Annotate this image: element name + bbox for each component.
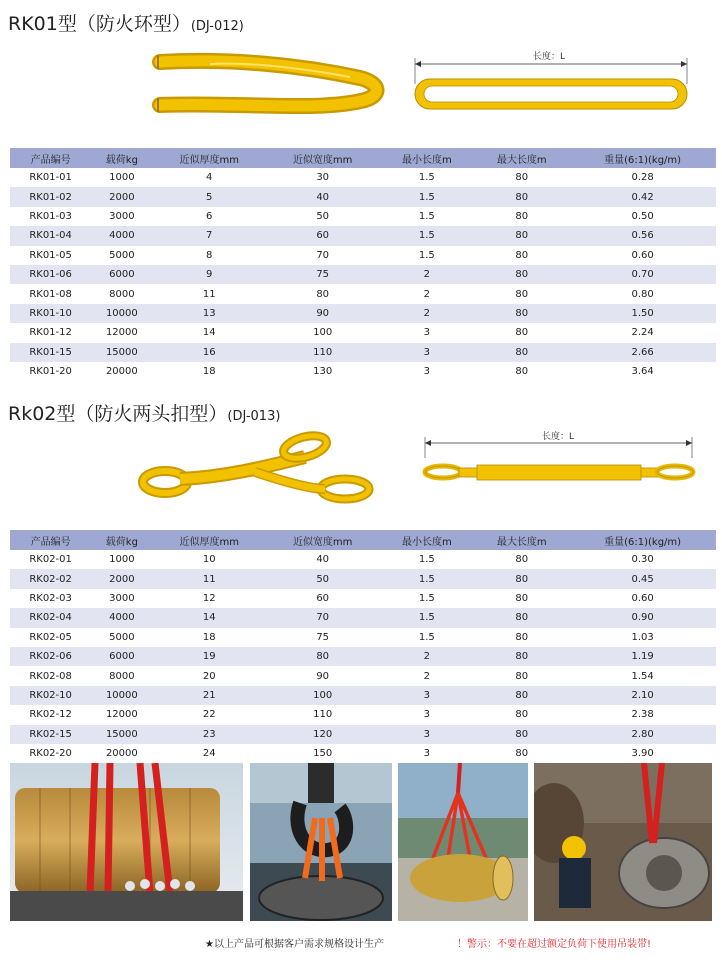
table-cell: RK02-03	[29, 592, 72, 604]
table-cell: RK02-12	[29, 709, 72, 721]
table-cell: 0.80	[631, 288, 654, 300]
column-header: 近似厚度mm	[153, 148, 266, 168]
section2-subtitle: (DJ-013)	[227, 409, 281, 424]
table-cell: 23	[153, 725, 266, 744]
table-cell: 75	[316, 631, 330, 643]
table-row	[10, 304, 716, 323]
column-header: 产品编号	[10, 530, 91, 550]
dimension-label: 长度：L	[542, 432, 575, 442]
section2-title-text: Rk02型（防火两头扣型）	[8, 403, 228, 425]
table-cell: 2	[379, 647, 474, 666]
eye-sling-photo	[135, 427, 390, 507]
table-cell: 90	[266, 304, 379, 323]
table-cell: 10000	[91, 304, 152, 323]
table-cell: 20000	[105, 366, 138, 378]
photo-sling-roll	[398, 763, 528, 921]
table-cell: 0.45	[569, 569, 716, 588]
table-cell: 90	[316, 670, 330, 682]
table-row	[10, 647, 716, 666]
dimension-label: 长度：L	[533, 52, 566, 62]
table-cell: 13	[153, 304, 266, 323]
table-cell: 80	[474, 304, 569, 323]
table-cell: 50	[266, 569, 379, 588]
table-cell: RK01-05	[29, 249, 72, 261]
table-cell: 14	[153, 608, 266, 627]
table-cell: 3000	[109, 210, 135, 222]
table-cell: 5000	[109, 249, 135, 261]
table-cell: RK02-04	[10, 608, 91, 627]
table-cell: 80	[515, 554, 529, 566]
table-cell: 3	[423, 366, 431, 378]
table-cell: 4	[206, 172, 213, 184]
column-header: 最小长度m	[379, 148, 474, 168]
table-cell: 2000	[91, 569, 152, 588]
table-cell: 0.56	[569, 226, 716, 245]
table-row	[10, 246, 716, 265]
photo-worker-rigging	[534, 763, 712, 921]
table-cell: 80	[316, 288, 330, 300]
table-cell: 1.54	[631, 670, 654, 682]
column-header: 最大长度m	[474, 148, 569, 168]
table-cell: 1.5	[418, 554, 435, 566]
table-cell: 0.60	[631, 249, 654, 261]
table-cell: 50	[316, 210, 330, 222]
column-header: 近似厚度mm	[153, 530, 266, 550]
table-cell: RK01-04	[10, 226, 91, 245]
arrow-left-icon	[415, 61, 421, 67]
table-cell: 40	[316, 554, 330, 566]
table-cell: 80	[266, 647, 379, 666]
column-header: 产品编号	[10, 148, 91, 168]
table-cell: 1.19	[569, 647, 716, 666]
table-cell: 60	[266, 226, 379, 245]
table-cell: 100	[313, 327, 333, 339]
arrow-left-icon	[425, 440, 431, 446]
table-cell: 80	[474, 647, 569, 666]
table-cell: 3.64	[631, 366, 654, 378]
table-cell: 6000	[91, 265, 152, 284]
section1-title	[8, 9, 244, 36]
table-cell: 3	[379, 343, 474, 362]
table-cell: 80	[515, 366, 529, 378]
table-cell: 80	[515, 670, 529, 682]
footer-note: ★以上产品可根据客户需求规格设计生产	[205, 939, 384, 950]
table-cell: 3	[379, 686, 474, 705]
table-cell: RK02-05	[29, 631, 72, 643]
table-cell: 80	[474, 725, 569, 744]
table-cell: RK02-15	[10, 725, 91, 744]
table-cell: 2	[379, 304, 474, 323]
table-cell: 10	[202, 554, 216, 566]
table-cell: 12000	[105, 709, 138, 721]
table-cell: 75	[266, 265, 379, 284]
table-cell: 80	[515, 748, 529, 760]
table-cell: 1.5	[379, 608, 474, 627]
table-cell: 80	[515, 288, 529, 300]
table-row	[10, 725, 716, 744]
table-cell: 8000	[109, 288, 135, 300]
table-cell: 3	[379, 725, 474, 744]
table-cell: 80	[474, 187, 569, 206]
table-cell: 7	[153, 226, 266, 245]
table-cell: RK02-01	[29, 554, 72, 566]
table-row	[10, 207, 716, 226]
table-row	[10, 265, 716, 284]
table-cell: 15000	[91, 343, 152, 362]
table-cell: 2.24	[631, 327, 654, 339]
table-cell: 1000	[109, 172, 135, 184]
table-cell: 110	[313, 709, 333, 721]
table-cell: 3	[423, 327, 431, 339]
table-cell: 18	[202, 631, 216, 643]
table-row	[10, 550, 716, 569]
column-header: 近似宽度mm	[266, 530, 379, 550]
table-cell: 21	[153, 686, 266, 705]
table-cell: RK02-08	[29, 670, 72, 682]
table-cell: 120	[266, 725, 379, 744]
column-header: 重量(6:1)(kg/m)	[569, 148, 716, 168]
table-row	[10, 323, 716, 342]
photo-hook-lifting	[250, 763, 392, 921]
table-cell: 0.30	[631, 554, 654, 566]
table-cell: 1.5	[418, 210, 435, 222]
table-cell: 2.10	[569, 686, 716, 705]
table-cell: 1.50	[569, 304, 716, 323]
section1-subtitle: (DJ-012)	[190, 19, 244, 34]
table-cell: RK01-15	[10, 343, 91, 362]
table-cell: 80	[474, 608, 569, 627]
table-cell: 1000	[109, 554, 135, 566]
table-row	[10, 608, 716, 627]
table-cell: RK02-02	[10, 569, 91, 588]
table-cell: 100	[266, 686, 379, 705]
column-header: 最小长度m	[379, 530, 474, 550]
table-cell: 1.03	[631, 631, 654, 643]
section1-title-text: RK01型（防火环型）	[8, 13, 191, 35]
table-cell: 1.5	[418, 631, 435, 643]
table-cell: 3	[423, 709, 431, 721]
table-cell: 150	[313, 748, 333, 760]
table-cell: 20000	[105, 748, 138, 760]
table-row	[10, 705, 716, 724]
table-cell: 1.5	[418, 592, 435, 604]
table-cell: 2.38	[631, 709, 654, 721]
column-header: 最大长度m	[474, 530, 569, 550]
table-cell: 12000	[105, 327, 138, 339]
table-cell: 10000	[91, 686, 152, 705]
table-cell: RK01-10	[10, 304, 91, 323]
table-cell: 0.42	[569, 187, 716, 206]
table-cell: 22	[202, 709, 216, 721]
table-cell: 1.5	[418, 249, 435, 261]
table-row	[10, 666, 716, 685]
table-cell: RK01-02	[10, 187, 91, 206]
table-cell: 80	[515, 327, 529, 339]
table-cell: 5	[153, 187, 266, 206]
loop-sling-diagram	[405, 44, 705, 120]
table-cell: 80	[474, 686, 569, 705]
table-cell: 6	[206, 210, 213, 222]
table-header-row	[10, 530, 716, 550]
table-cell: 14	[202, 327, 216, 339]
table-cell: 130	[313, 366, 333, 378]
table-cell: 0.28	[631, 172, 654, 184]
table-cell: 20	[202, 670, 216, 682]
column-header: 近似宽度mm	[266, 148, 379, 168]
table-cell: 2.80	[569, 725, 716, 744]
table-row	[10, 168, 716, 187]
table-cell: 16	[153, 343, 266, 362]
table-cell: 80	[515, 592, 529, 604]
table-cell: RK01-03	[29, 210, 72, 222]
table-cell: 4000	[91, 608, 152, 627]
spec-table-rk01	[10, 148, 716, 381]
table-cell: 8000	[109, 670, 135, 682]
round-sling-photo	[150, 50, 390, 120]
table-cell: 3.90	[631, 748, 654, 760]
table-cell: 2.66	[569, 343, 716, 362]
table-cell: 6000	[91, 647, 152, 666]
table-cell: 11	[202, 288, 216, 300]
table-cell: RK01-06	[10, 265, 91, 284]
table-cell: 11	[153, 569, 266, 588]
table-cell: 15000	[91, 725, 152, 744]
table-cell: 18	[202, 366, 216, 378]
table-cell: 30	[316, 172, 330, 184]
table-cell: 80	[515, 210, 529, 222]
table-cell: RK01-12	[29, 327, 72, 339]
eye-sling-diagram	[415, 428, 705, 488]
table-row	[10, 343, 716, 362]
table-cell: 19	[153, 647, 266, 666]
table-cell: 2	[423, 670, 431, 682]
table-cell: 1.5	[379, 569, 474, 588]
table-cell: RK01-20	[29, 366, 72, 378]
table-cell: 2000	[91, 187, 152, 206]
table-cell: 80	[474, 569, 569, 588]
table-row	[10, 686, 716, 705]
photo-lifting-cylinder	[10, 763, 243, 921]
table-row	[10, 284, 716, 303]
column-header: 载荷kg	[91, 148, 152, 168]
spec-table-rk02	[10, 530, 716, 763]
table-cell: 80	[515, 172, 529, 184]
table-cell: 40	[266, 187, 379, 206]
table-cell: 80	[515, 249, 529, 261]
table-cell: 3	[423, 748, 431, 760]
table-header-row	[10, 148, 716, 168]
table-cell: 0.70	[569, 265, 716, 284]
table-cell: 12	[202, 592, 216, 604]
arrow-right-icon	[686, 440, 692, 446]
table-cell: 0.90	[569, 608, 716, 627]
table-cell: 70	[266, 608, 379, 627]
footer-warning: ！警示：不要在超过额定负荷下使用吊装带!	[457, 939, 652, 950]
table-cell: 4000	[91, 226, 152, 245]
table-cell: 80	[474, 226, 569, 245]
column-header: 载荷kg	[91, 530, 152, 550]
table-cell: 110	[266, 343, 379, 362]
table-cell: 9	[153, 265, 266, 284]
table-cell: 24	[202, 748, 216, 760]
table-cell: 5000	[109, 631, 135, 643]
table-cell: RK01-01	[29, 172, 72, 184]
table-cell: 3000	[109, 592, 135, 604]
table-cell: RK02-20	[29, 748, 72, 760]
table-cell: RK02-06	[10, 647, 91, 666]
table-cell: 1.5	[379, 226, 474, 245]
table-cell: 0.60	[631, 592, 654, 604]
table-cell: 70	[316, 249, 330, 261]
table-row	[10, 628, 716, 647]
table-cell: 80	[474, 343, 569, 362]
column-header: 重量(6:1)(kg/m)	[569, 530, 716, 550]
table-row	[10, 362, 716, 381]
table-row	[10, 187, 716, 206]
table-row	[10, 569, 716, 588]
table-cell: 2	[423, 288, 431, 300]
table-cell: 2	[379, 265, 474, 284]
arrow-right-icon	[681, 61, 687, 67]
table-cell: 1.5	[418, 172, 435, 184]
table-cell: 80	[515, 631, 529, 643]
table-cell: 60	[316, 592, 330, 604]
section2-title	[8, 399, 280, 426]
table-row	[10, 589, 716, 608]
table-cell: RK01-08	[29, 288, 72, 300]
table-cell: RK02-10	[10, 686, 91, 705]
table-row	[10, 744, 716, 763]
table-row	[10, 226, 716, 245]
table-cell: 1.5	[379, 187, 474, 206]
table-cell: 80	[515, 709, 529, 721]
table-cell: 80	[474, 265, 569, 284]
table-cell: 8	[206, 249, 213, 261]
table-cell: 0.50	[631, 210, 654, 222]
